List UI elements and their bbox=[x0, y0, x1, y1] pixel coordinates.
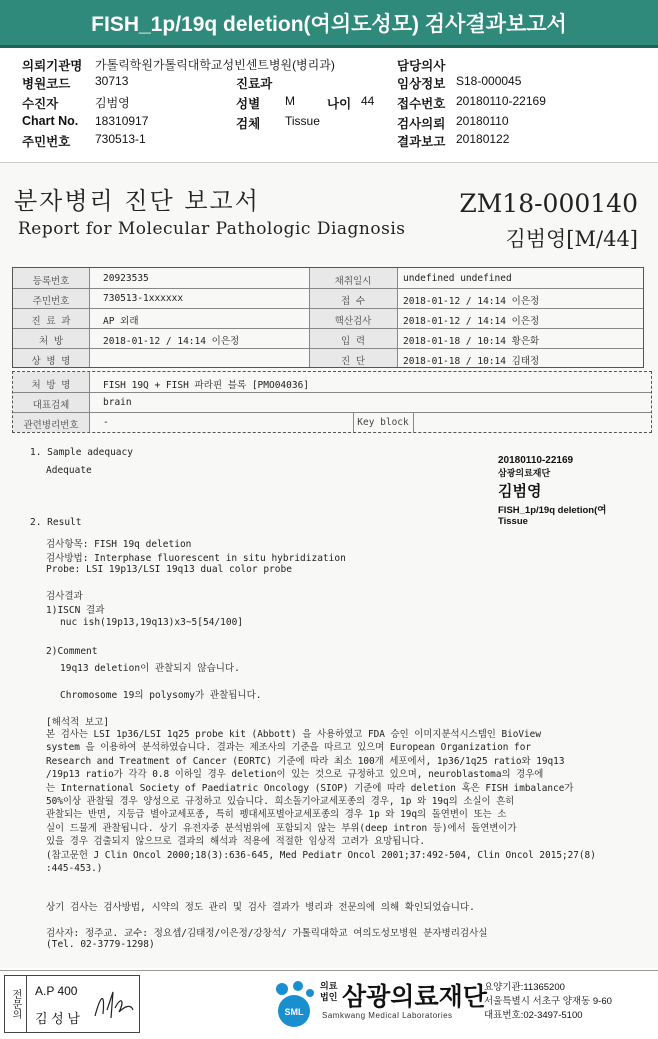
chart-label: Chart No. bbox=[22, 114, 79, 128]
age-value: 44 bbox=[361, 94, 375, 108]
specimen-sticker bbox=[498, 455, 606, 527]
grid-collect-label: 채취일시 bbox=[334, 276, 372, 287]
requester-value: 김범영 bbox=[95, 96, 130, 110]
lab-contact bbox=[484, 981, 612, 1023]
grid-reg-no-label: 등록번호 bbox=[32, 276, 70, 287]
comment-line-1: 19q13 deletion이 관찰되지 않습니다. bbox=[60, 663, 240, 674]
interp-line: 는 International Society of Paediatric Oncology (SIOP) 기준에 따라 deletion 혹은 FISH imbalance가 bbox=[46, 782, 574, 794]
report-title-ko: 분자병리 진단 보고서 bbox=[14, 187, 260, 215]
sml-logo-icon bbox=[268, 979, 320, 1031]
grid-input-value: 2018-01-18 / 10:14 황은화 bbox=[403, 336, 540, 347]
grid-dept-label: 진 료 과 bbox=[31, 316, 71, 327]
grid-reg-no-value: 20923535 bbox=[103, 273, 149, 284]
grid-spec-label: 대표검체 bbox=[32, 400, 70, 411]
grid-diag-value: 2018-01-18 / 10:14 김태정 bbox=[403, 356, 540, 367]
report-patient: 김범영[M/44] bbox=[505, 227, 638, 251]
interp-line: 관찰되는 반면, 지등급 별아교세포종, 특히 펭대세포별아교세포종의 경우 1p 와 19q의 돌연변이 또는 소 bbox=[46, 809, 507, 821]
grid-diag-label: 진 단 bbox=[340, 356, 366, 367]
receipt-value: 20180110-22169 bbox=[456, 94, 546, 108]
interp-paragraph bbox=[46, 728, 626, 875]
comment-heading: 2)Comment bbox=[46, 646, 98, 657]
receipt-label: 접수번호 bbox=[397, 97, 446, 111]
grid-input-label: 입 력 bbox=[340, 336, 366, 347]
hosp-code-label: 병원코드 bbox=[22, 77, 71, 91]
report-banner-title: FISH_1p/19q deletion(여의도성모) 검사결과보고서 bbox=[0, 0, 658, 48]
grid-rrn-label: 주민번호 bbox=[32, 296, 70, 307]
sex-value: M bbox=[285, 94, 295, 108]
clinical-value: S18-000045 bbox=[456, 74, 522, 88]
grid-ward-label: 상 병 명 bbox=[31, 356, 71, 367]
interp-line: 실이 드물게 관찰됩니다. 상기 유전자중 분석범위에 포함되지 않는 부위(deep intron 등)에서 돌연변이가 bbox=[46, 822, 517, 834]
grid-rrn-value: 730513-1xxxxxx bbox=[103, 293, 184, 304]
clinical-label: 임상정보 bbox=[397, 77, 446, 91]
pathologist-signature-box bbox=[4, 975, 140, 1033]
requester-label: 수진자 bbox=[22, 97, 59, 111]
sex-label: 성별 bbox=[236, 97, 261, 111]
test-method: 검사방법: Interphase fluorescent in situ hybridization bbox=[46, 553, 346, 564]
iscn-heading: 1)ISCN 결과 bbox=[46, 605, 105, 616]
test-item: 검사항목: FISH 19q deletion bbox=[46, 539, 192, 550]
report-date-label: 결과보고 bbox=[397, 135, 446, 149]
sticker-specimen: Tissue bbox=[498, 516, 528, 527]
grid-order-value: FISH 19Q + FISH 파라핀 블록 [PMO04036] bbox=[103, 380, 310, 391]
grid-presc-label: 처 방 bbox=[38, 336, 64, 347]
specialist-label: 전문의 bbox=[5, 976, 27, 1032]
interp-line: /19p13 ratio가 각각 0.8 이하일 경우 deletion이 있는 것으로 규정하고 있으며, neuroblastoma의 경우에 bbox=[46, 769, 544, 781]
rrn-label: 주민번호 bbox=[22, 135, 71, 149]
specimen-label: 검체 bbox=[236, 117, 261, 131]
chart-value: 18310917 bbox=[95, 114, 149, 128]
interp-line: 본 검사는 LSI 1p36/LSI 1q25 probe kit (Abbott) 을 사용하였고 FDA 승인 이미지분석시스템인 BioView bbox=[46, 729, 541, 740]
tel-line: (Tel. 02-3779-1298) bbox=[46, 939, 155, 950]
grid-order-label: 처 방 명 bbox=[31, 380, 71, 391]
license-number: A.P 400 bbox=[35, 984, 78, 998]
interp-line: 있을 경우 검출되지 않으므로 결과의 해석과 적용에 적절한 임상적 고려가 요망됩니다. bbox=[46, 836, 426, 848]
logo-legal-type bbox=[320, 981, 337, 1003]
logo-name: 삼광의료재단 bbox=[342, 983, 487, 1011]
test-probe: Probe: LSI 19p13/LSI 19q13 dual color probe bbox=[46, 564, 292, 575]
grid-nucleic-label: 핵산검사 bbox=[334, 316, 372, 327]
footer bbox=[0, 970, 658, 1039]
section-sample-adequacy: 1. Sample adequacy bbox=[30, 447, 133, 458]
rrn-value: 730513-1 bbox=[95, 132, 146, 146]
grid-nucleic-value: 2018-01-12 / 14:14 이은정 bbox=[403, 316, 540, 327]
lab-address: 서울특별시 서초구 양재동 9-60 bbox=[484, 996, 612, 1007]
grid-rel-value: - bbox=[103, 417, 109, 428]
grid-collect-value: undefined undefined bbox=[403, 273, 512, 284]
org-value: 가톨릭학원가톨릭대학교성빈센트병원(병리과) bbox=[95, 58, 335, 72]
section-result: 2. Result bbox=[30, 517, 82, 528]
sticker-name: 김범영 bbox=[498, 483, 542, 500]
grid-dept-value: AP 외래 bbox=[103, 316, 139, 327]
info-grid bbox=[12, 267, 644, 368]
comment-line-2: Chromosome 19의 polysomy가 관찰됩니다. bbox=[60, 690, 262, 701]
examiner-line: 검사자: 정주교. 교수: 정요셉/김태정/이은정/강창석/ 가톨릭대학교 여의도성모병원 분자병리검사실 bbox=[46, 928, 488, 939]
org-label: 의뢰기관명 bbox=[22, 59, 83, 73]
grid-key-label: Key block bbox=[357, 417, 409, 428]
confirm-statement: 상기 검사는 검사방법, 시약의 정도 관리 및 검사 결과가 병리과 전문의에 의해 확인되었습니다. bbox=[46, 902, 475, 913]
interp-heading: [해석적 보고] bbox=[46, 717, 110, 728]
logo-english: Samkwang Medical Laboratories bbox=[322, 1011, 453, 1020]
dept-label: 진료과 bbox=[236, 77, 273, 91]
report-date-value: 20180122 bbox=[456, 132, 510, 146]
interp-line: Research and Treatment of Cancer (EORTC) 기준에 따라 최소 100개 세포에서, 1p36/1q25 ratio와 19q13 bbox=[46, 755, 565, 767]
grid-accept-value: 2018-01-12 / 14:14 이은정 bbox=[403, 296, 540, 307]
signature-scribble bbox=[91, 986, 137, 1026]
specimen-value: Tissue bbox=[285, 114, 320, 128]
grid-rel-label: 관련병리번호 bbox=[23, 420, 79, 431]
request-value: 20180110 bbox=[456, 114, 509, 128]
logo-badge-text: SML bbox=[284, 1007, 304, 1017]
interp-line: 50%이상 관찰될 경우 양성으로 규정하고 있습니다. 희소돌기아교세포종의 경우, 1p 와 19q의 소실이 흔히 bbox=[46, 796, 515, 808]
request-info-header bbox=[0, 52, 658, 158]
lab-phone: 대표번호:02-3497-5100 bbox=[484, 1010, 583, 1021]
age-label: 나이 bbox=[327, 97, 352, 111]
interp-line: system 을 이용하여 분석하였습니다. 결과는 제조사의 기준을 따르고 있으며 European Organization for bbox=[46, 742, 531, 754]
grid-spec-value: brain bbox=[103, 397, 132, 408]
sample-adequacy-value: Adequate bbox=[46, 465, 92, 476]
result-heading: 검사결과 bbox=[46, 591, 83, 602]
grid-accept-label: 접 수 bbox=[340, 296, 366, 307]
iscn-value: nuc ish(19p13,19q13)x3~5[54/100] bbox=[60, 617, 244, 628]
order-grid bbox=[12, 371, 652, 433]
doctor-name: 김 성 남 bbox=[35, 1011, 80, 1026]
report-title-en: Report for Molecular Pathologic Diagnosis bbox=[18, 219, 406, 239]
logo-small-1: 의료 bbox=[320, 981, 338, 991]
lab-code: 요양기관:11365200 bbox=[484, 982, 565, 993]
hosp-code-value: 30713 bbox=[95, 74, 129, 88]
sticker-number: 20180110-22169 bbox=[498, 455, 574, 466]
sticker-test: FISH_1p/19q deletion(여 bbox=[498, 505, 607, 516]
request-label: 검사의뢰 bbox=[397, 117, 446, 131]
interp-line: :445-453.) bbox=[46, 863, 103, 875]
report-number: ZM18-000140 bbox=[459, 189, 638, 218]
grid-presc-value: 2018-01-12 / 14:14 이은정 bbox=[103, 336, 240, 347]
scanned-report bbox=[0, 162, 658, 968]
logo-small-2: 법인 bbox=[320, 992, 338, 1002]
interp-line: (참고문헌 J Clin Oncol 2000;18(3):636-645, Med Pediatr Oncol 2001;37:492-504, Clin Oncol 2015;27(8) bbox=[46, 849, 596, 861]
doctor-label: 담당의사 bbox=[397, 59, 446, 73]
sticker-org: 삼광의료재단 bbox=[498, 468, 551, 478]
